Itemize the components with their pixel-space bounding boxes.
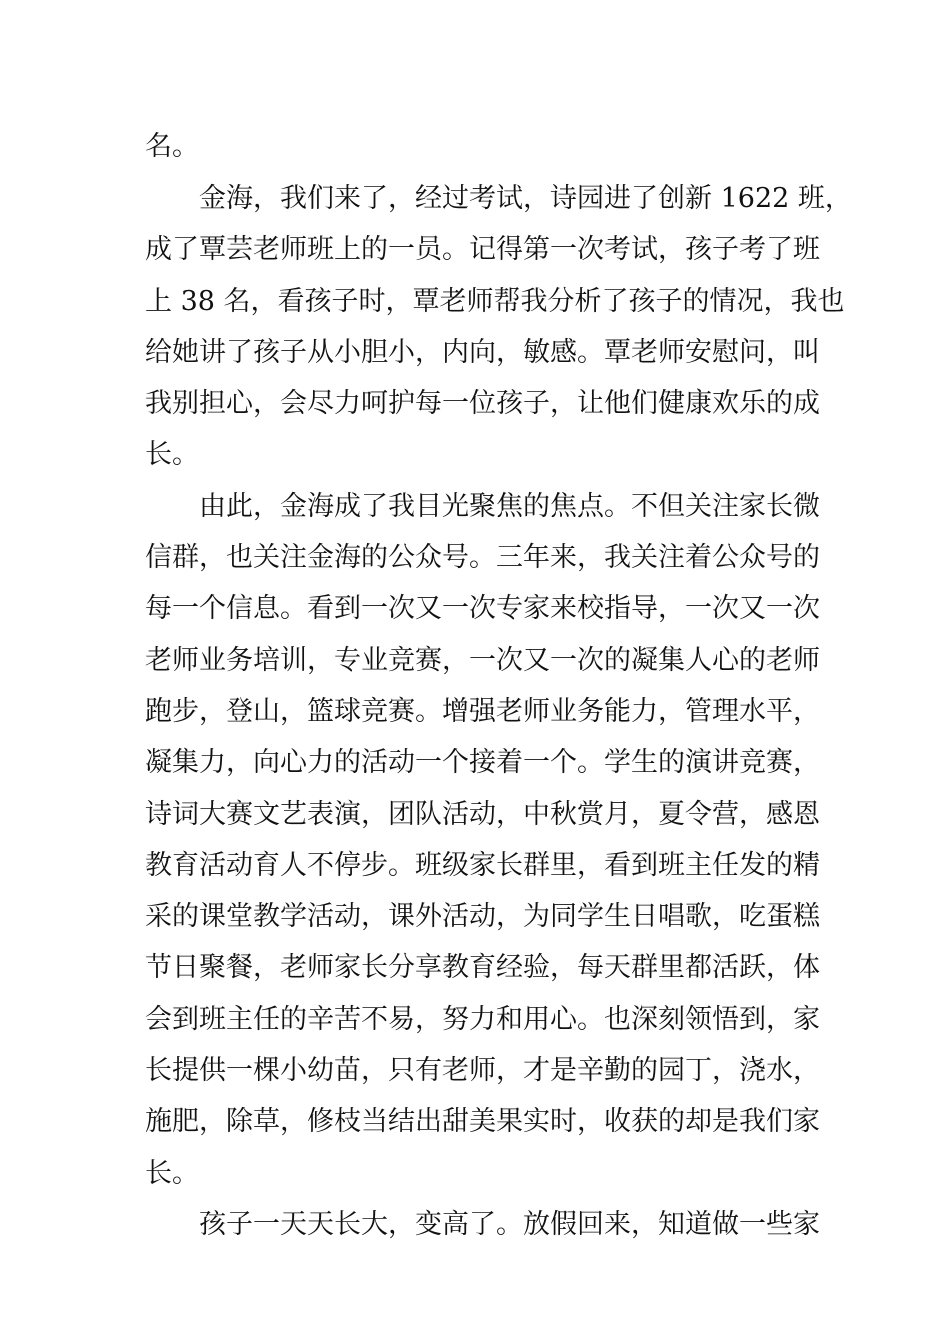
text-line-content: 上 38 名，看孩子时，覃老师帮我分析了孩子的情况，我也 <box>145 286 845 317</box>
text-line <box>0 795 950 835</box>
text-line-content: 施肥，除草，修枝当结出甜美果实时，收获的却是我们家 <box>145 1106 820 1137</box>
text-line <box>0 743 950 783</box>
text-line-content: 我别担心，会尽力呵护每一位孩子，让他们健康欢乐的成 <box>145 388 820 419</box>
text-line-content: 信群，也关注金海的公众号。三年来，我关注着公众号的 <box>145 542 820 573</box>
text-line-content: 名。 <box>145 131 199 162</box>
text-line <box>0 1102 950 1142</box>
text-line <box>0 179 950 219</box>
text-line <box>0 384 950 424</box>
text-line <box>0 1154 950 1194</box>
text-line-content: 金海，我们来了，经过考试，诗园进了创新 1622 班， <box>199 183 852 214</box>
text-line <box>0 641 950 681</box>
text-line <box>0 589 950 629</box>
text-line <box>0 230 950 270</box>
text-line-content: 长。 <box>145 1158 199 1189</box>
text-line-content: 会到班主任的辛苦不易，努力和用心。也深刻领悟到，家 <box>145 1004 820 1035</box>
text-line <box>0 538 950 578</box>
text-line-content: 采的课堂教学活动，课外活动，为同学生日唱歌，吃蛋糕 <box>145 901 820 932</box>
text-line <box>0 282 950 322</box>
text-line <box>0 487 950 527</box>
text-line <box>0 948 950 988</box>
text-line <box>0 435 950 475</box>
text-line <box>0 1000 950 1040</box>
text-line-content: 长。 <box>145 439 199 470</box>
text-line-content: 成了覃芸老师班上的一员。记得第一次考试，孩子考了班 <box>145 234 820 265</box>
text-line-content: 老师业务培训，专业竞赛，一次又一次的凝集人心的老师 <box>145 645 820 676</box>
text-line <box>0 692 950 732</box>
text-line-content: 给她讲了孩子从小胆小，内向，敏感。覃老师安慰问，叫 <box>145 337 820 368</box>
text-line <box>0 1051 950 1091</box>
text-line <box>0 897 950 937</box>
text-line-content: 跑步，登山，篮球竞赛。增强老师业务能力，管理水平， <box>145 696 820 727</box>
text-line <box>0 127 950 167</box>
text-line-content: 孩子一天天长大，变高了。放假回来，知道做一些家 <box>199 1209 820 1240</box>
text-line-content: 长提供一棵小幼苗，只有老师，才是辛勤的园丁，浇水， <box>145 1055 820 1086</box>
text-line <box>0 1205 950 1245</box>
text-line <box>0 846 950 886</box>
text-line-content: 节日聚餐，老师家长分享教育经验，每天群里都活跃，体 <box>145 952 820 983</box>
text-line-content: 诗词大赛文艺表演，团队活动，中秋赏月，夏令营，感恩 <box>145 799 820 830</box>
text-line-content: 教育活动育人不停步。班级家长群里，看到班主任发的精 <box>145 850 820 881</box>
text-line <box>0 333 950 373</box>
text-line-content: 凝集力，向心力的活动一个接着一个。学生的演讲竞赛， <box>145 747 820 778</box>
text-line-content: 每一个信息。看到一次又一次专家来校指导，一次又一次 <box>145 593 820 624</box>
text-line-content: 由此，金海成了我目光聚焦的焦点。不但关注家长微 <box>199 491 820 522</box>
